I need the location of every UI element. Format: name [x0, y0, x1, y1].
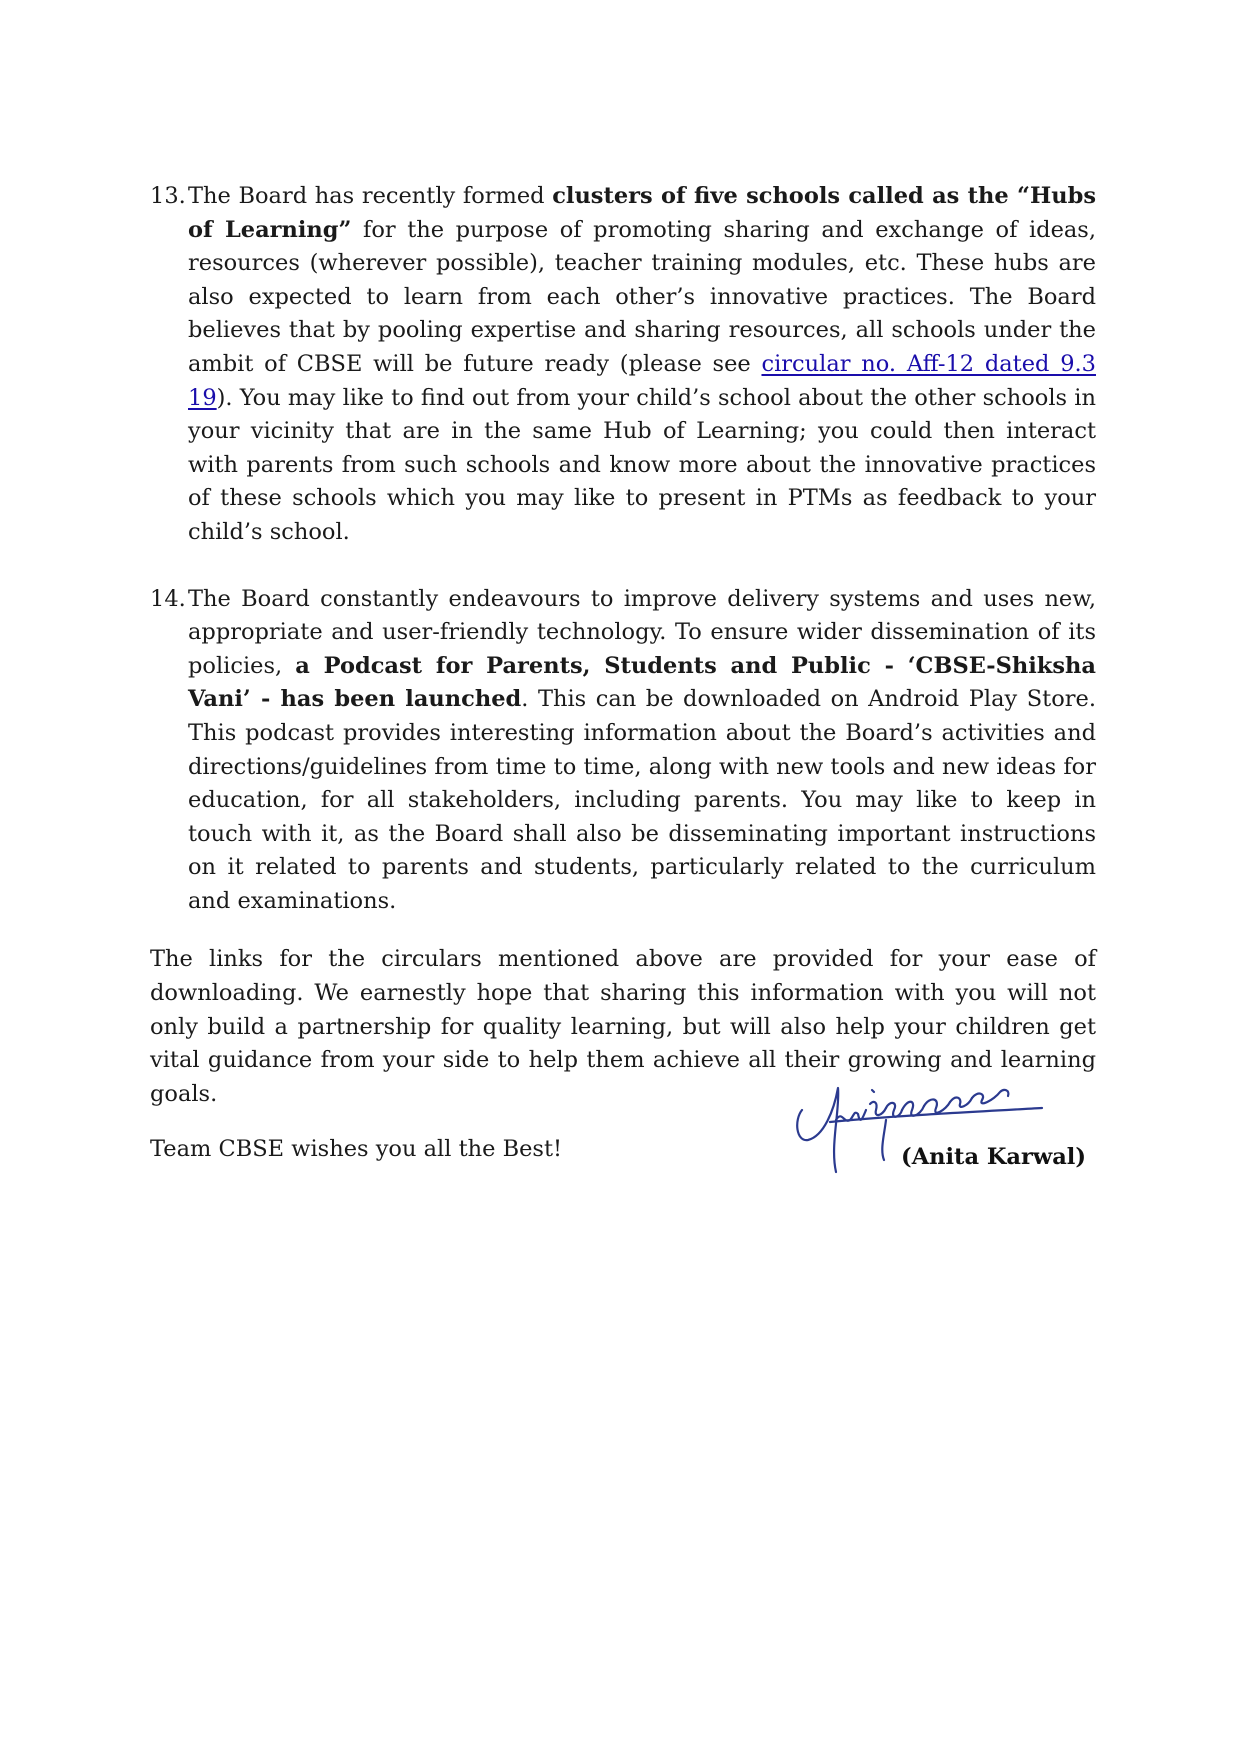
- handwritten-signature: [790, 1080, 1090, 1190]
- signature-block: [790, 1080, 1100, 1190]
- wishes-line: Team CBSE wishes you all the Best!: [150, 1136, 563, 1163]
- numbered-item-13: [150, 180, 1096, 550]
- item-text: [188, 180, 1096, 550]
- item-number: 13.: [150, 183, 186, 209]
- body-text: ). You may like to find out from your child’s school about the other schools in your vicinity that are in the same Hub of Learning; you could then interact with parents from such schools and know more about the innovative practices of these schools which you may like to present in PTMs as feedback to your child’s school.: [188, 384, 1096, 545]
- circular-link[interactable]: circular no. Aff-12 dated 9.3 19: [188, 350, 1096, 411]
- numbered-item-14: [150, 583, 1096, 919]
- bold-text: clusters of five schools called as the “Hubs of Learning”: [188, 183, 1096, 243]
- letter-body: [150, 180, 1096, 1189]
- body-text: for the purpose of promoting sharing and exchange of ideas, resources (wherever possible), teacher training modules, etc. These hubs are also expected to learn from each other’s innovative practices. The Board believes that by pooling expertise and sharing resources, all schools under the ambit of CBSE will be future ready (please see: [188, 216, 1097, 377]
- body-text: The Board constantly endeavours to improve delivery systems and uses new, appropriate and user-friendly technology. To ensure wider dissemination of its policies,: [188, 585, 1096, 679]
- signatory-name: (Anita Karwal): [901, 1144, 1086, 1170]
- body-text: . This can be downloaded on Android Play Store. This podcast provides interesting information about the Board’s activities and directions/guidelines from time to time, along with new tools and new ideas for education, for all stakeholders, including parents. You may like to keep in touch with it, as the Board shall also be disseminating important instructions on it related to parents and students, particularly related to the curriculum and examinations.: [188, 686, 1096, 914]
- item-number: 14.: [150, 585, 186, 612]
- closing-paragraph: The links for the circulars mentioned above are provided for your ease of downloading. We earnestly hope that sharing this information with you will not only build a partnership for quality learning, but will also help your children get vital guidance from your side to help them achieve all their growing and learning goals.: [150, 946, 1096, 1107]
- bold-text: a Podcast for Parents, Students and Public - ‘CBSE-Shiksha Vani’ - has been launched: [188, 652, 1096, 713]
- body-text: The Board has recently formed: [188, 183, 553, 209]
- item-text: [188, 583, 1096, 919]
